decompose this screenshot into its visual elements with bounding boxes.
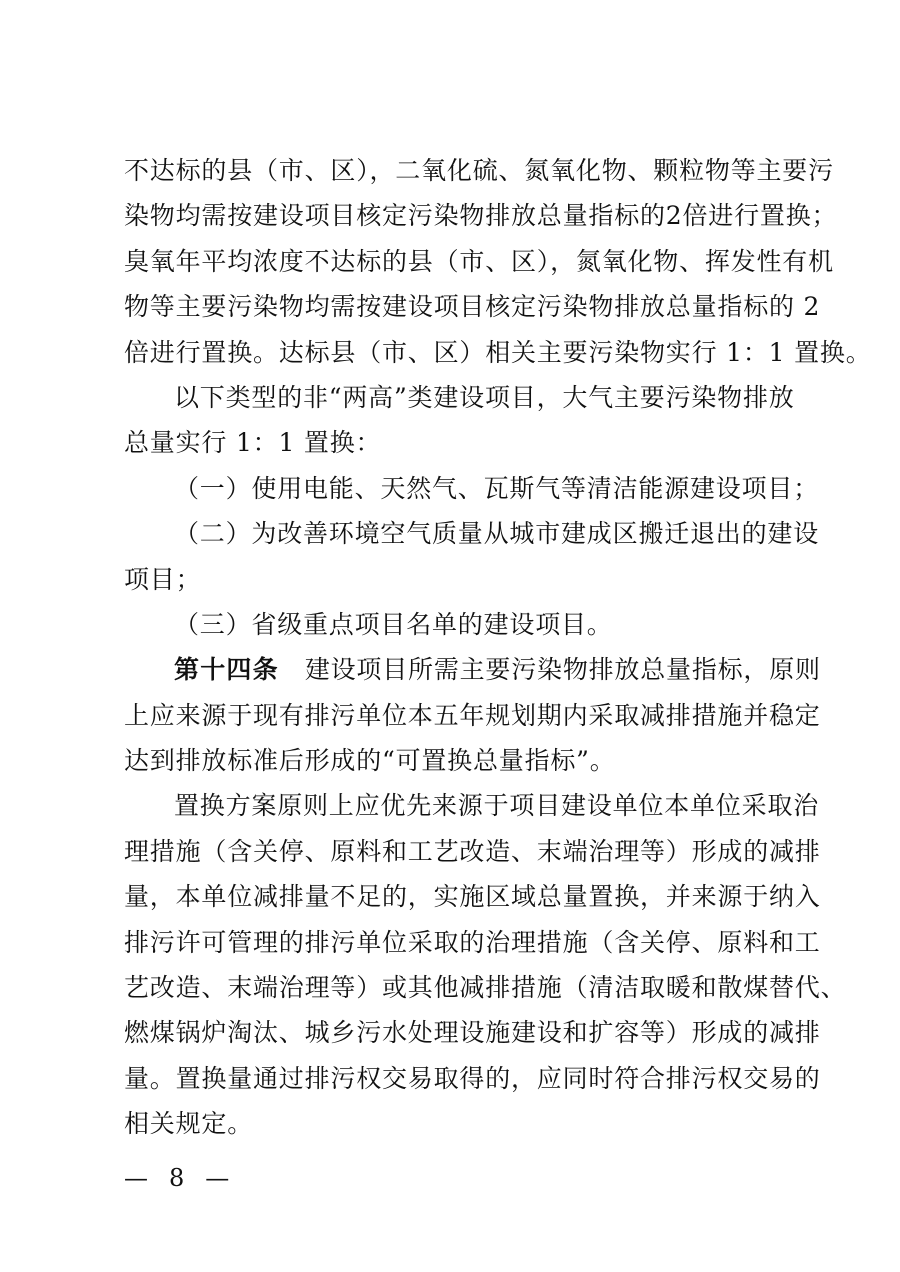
text-line: 不达标的县（市、区），二氧化硫、氮氧化物、颗粒物等主要污 xyxy=(124,156,834,185)
page-number-dash-right: — xyxy=(205,1164,231,1192)
page-number-value: 8 xyxy=(169,1164,186,1192)
list-item-1: （一）使用电能、天然气、瓦斯气等清洁能源建设项目； xyxy=(174,473,820,503)
text-line: 量，本单位减排量不足的，实施区域总量置换，并来源于纳入 xyxy=(124,882,821,912)
text-line: 达到排放标准后形成的“可置换总量指标”。 xyxy=(124,746,616,776)
text-line: 总量实行 1：1 置换： xyxy=(124,428,382,458)
text-line: 理措施（含关停、原料和工艺改造、末端治理等）形成的减排 xyxy=(124,836,821,866)
article-14-first-line xyxy=(124,647,821,692)
article-14-text: 建设项目所需主要污染物排放总量指标，原则 xyxy=(304,655,821,685)
text-line: 燃煤锅炉淘汰、城乡污水处理设施建设和扩容等）形成的减排 xyxy=(124,1018,821,1048)
page-number-dash-left: — xyxy=(124,1164,149,1192)
text-line: 相关规定。 xyxy=(124,1109,254,1139)
page-number xyxy=(124,1163,230,1193)
text-line: 排污许可管理的排污单位采取的治理措施（含关停、原料和工 xyxy=(124,927,821,957)
text-line: 量。置换量通过排污权交易取得的，应同时符合排污权交易的 xyxy=(124,1063,821,1093)
text-line: 物等主要污染物均需按建设项目核定污染物排放总量指标的 2 xyxy=(124,292,821,322)
text-line: 染物均需按建设项目核定污染物排放总量指标的2倍进行置换； xyxy=(124,201,838,231)
body-text xyxy=(124,148,872,1147)
article-label: 第十四条 xyxy=(174,655,279,685)
text-line: 倍进行置换。达标县（市、区）相关主要污染物实行 1：1 置换。 xyxy=(124,337,872,367)
paragraph-first-line: 置换方案原则上应优先来源于项目建设单位本单位采取治 xyxy=(174,791,820,821)
text-line: 艺改造、末端治理等）或其他减排措施（清洁取暖和散煤替代、 xyxy=(124,973,847,1003)
list-item-2-continued: 项目； xyxy=(124,564,202,594)
text-line: 上应来源于现有排污单位本五年规划期内采取减排措施并稳定 xyxy=(124,700,821,730)
text-line: 臭氧年平均浓度不达标的县（市、区），氮氧化物、挥发性有机 xyxy=(124,246,834,276)
list-item-3: （三）省级重点项目名单的建设项目。 xyxy=(174,609,613,639)
paragraph-first-line: 以下类型的非“两高”类建设项目，大气主要污染物排放 xyxy=(174,382,795,412)
list-item-2: （二）为改善环境空气质量从城市建成区搬迁退出的建设 xyxy=(174,519,820,549)
